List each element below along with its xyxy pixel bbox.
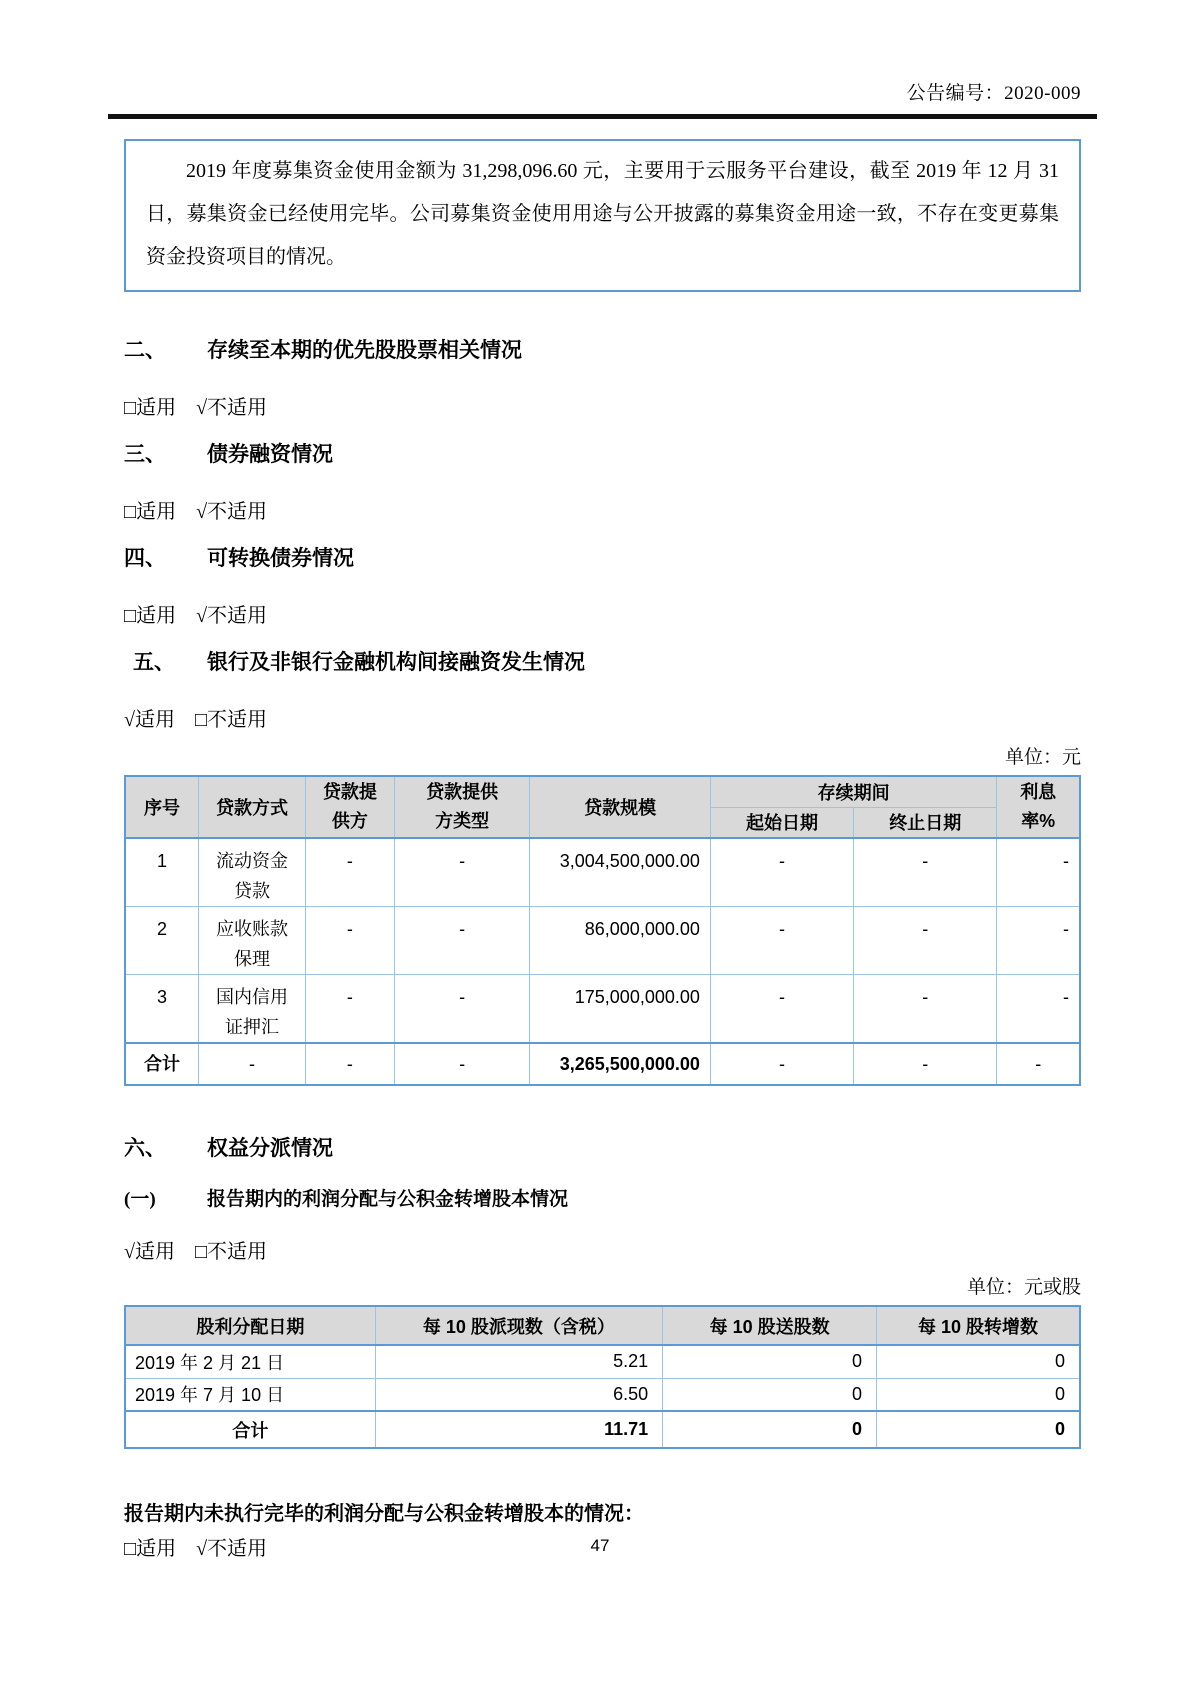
cell-provider-type: - bbox=[394, 838, 530, 907]
applicable-line-s4: □适用 √不适用 bbox=[124, 605, 268, 627]
cell-start-date: - bbox=[710, 838, 853, 907]
subsection-title: 报告期内的利润分配与公积金转增股本情况 bbox=[207, 1189, 569, 1210]
cell-transfer: 0 bbox=[877, 1345, 1080, 1378]
section-heading-2 bbox=[124, 336, 1081, 364]
cell-method: - bbox=[199, 1043, 306, 1085]
applicable-line-s5: √适用 □不适用 bbox=[124, 709, 268, 731]
cell-cash: 5.21 bbox=[375, 1345, 662, 1378]
cell-rate: - bbox=[997, 1043, 1080, 1085]
section-number: 四、 bbox=[124, 546, 166, 570]
col-header-provider-type: 贷款提供 方类型 bbox=[394, 776, 530, 838]
cell-rate: - bbox=[997, 838, 1080, 907]
dividend-table bbox=[124, 1305, 1081, 1449]
col-header-duration: 存续期间 bbox=[710, 776, 997, 807]
unit-label-dividend: 单位：元或股 bbox=[966, 1277, 1081, 1298]
cell-provider: - bbox=[305, 907, 394, 975]
cell-seq: 2 bbox=[125, 907, 199, 975]
cell-bonus: 0 bbox=[663, 1378, 877, 1411]
col-header-method: 贷款方式 bbox=[199, 776, 306, 838]
section-title: 存续至本期的优先股股票相关情况 bbox=[207, 338, 522, 362]
cell-dividend-date: 2019 年 2 月 21 日 bbox=[125, 1345, 375, 1378]
section-heading-5 bbox=[124, 648, 1081, 676]
table-header-row bbox=[125, 1306, 1080, 1345]
col-header-transfer-per-10: 每 10 股转增数 bbox=[877, 1306, 1080, 1345]
table-row bbox=[125, 1378, 1080, 1411]
cell-end-date: - bbox=[854, 838, 997, 907]
subsection-number: (一) bbox=[124, 1189, 156, 1210]
table-row bbox=[125, 1345, 1080, 1378]
cell-cash: 6.50 bbox=[375, 1378, 662, 1411]
section-title: 权益分派情况 bbox=[207, 1136, 333, 1160]
cell-method: 流动资金 贷款 bbox=[199, 838, 306, 907]
applicable-line-s6-1: √适用 □不适用 bbox=[124, 1241, 268, 1263]
cell-scale-total: 3,265,500,000.00 bbox=[530, 1043, 710, 1085]
col-header-end-date: 终止日期 bbox=[854, 807, 997, 838]
page-content bbox=[124, 0, 1081, 1561]
col-header-seq: 序号 bbox=[125, 776, 199, 838]
applicable-line-s3: □适用 √不适用 bbox=[124, 501, 268, 523]
col-header-provider: 贷款提 供方 bbox=[305, 776, 394, 838]
applicable-line-footer: □适用 √不适用 bbox=[124, 1538, 268, 1560]
cell-transfer: 0 bbox=[877, 1378, 1080, 1411]
cell-rate: - bbox=[997, 907, 1080, 975]
dividend-table-header bbox=[125, 1306, 1080, 1345]
section-title: 债券融资情况 bbox=[207, 442, 333, 466]
cell-bonus: 0 bbox=[663, 1345, 877, 1378]
applicable-line-s2: □适用 √不适用 bbox=[124, 397, 268, 419]
cell-cash-total: 11.71 bbox=[375, 1411, 662, 1448]
cell-provider: - bbox=[305, 838, 394, 907]
unexecuted-distribution-note: 报告期内未执行完毕的利润分配与公积金转增股本的情况： bbox=[124, 1503, 644, 1525]
table-header-row bbox=[125, 776, 1080, 807]
table-row bbox=[125, 907, 1080, 975]
cell-transfer-total: 0 bbox=[877, 1411, 1080, 1448]
col-header-bonus-per-10: 每 10 股送股数 bbox=[663, 1306, 877, 1345]
col-header-rate: 利息 率% bbox=[997, 776, 1080, 838]
fund-usage-box bbox=[124, 139, 1081, 292]
cell-start-date: - bbox=[710, 1043, 853, 1085]
table-row bbox=[125, 975, 1080, 1044]
loan-table-header bbox=[125, 776, 1080, 838]
cell-provider-type: - bbox=[394, 975, 530, 1044]
cell-dividend-date: 2019 年 7 月 10 日 bbox=[125, 1378, 375, 1411]
section-title: 可转换债券情况 bbox=[207, 546, 354, 570]
cell-provider: - bbox=[305, 975, 394, 1044]
cell-total-label: 合计 bbox=[125, 1411, 375, 1448]
cell-bonus-total: 0 bbox=[663, 1411, 877, 1448]
cell-rate: - bbox=[997, 975, 1080, 1044]
table-total-row bbox=[125, 1411, 1080, 1448]
announcement-number: 公告编号：2020-009 bbox=[906, 83, 1081, 104]
col-header-dividend-date: 股利分配日期 bbox=[125, 1306, 375, 1345]
cell-start-date: - bbox=[710, 907, 853, 975]
section-heading-6 bbox=[124, 1134, 1081, 1162]
cell-scale: 175,000,000.00 bbox=[530, 975, 710, 1044]
header-rule bbox=[108, 114, 1097, 119]
table-total-row bbox=[125, 1043, 1080, 1085]
cell-scale: 3,004,500,000.00 bbox=[530, 838, 710, 907]
table-row bbox=[125, 838, 1080, 907]
unit-label-loan: 单位：元 bbox=[1004, 747, 1081, 768]
cell-provider-type: - bbox=[394, 907, 530, 975]
section-title: 银行及非银行金融机构间接融资发生情况 bbox=[207, 650, 585, 674]
section-number: 五、 bbox=[133, 650, 175, 674]
subsection-heading-6-1 bbox=[124, 1186, 1081, 1214]
loan-table bbox=[124, 775, 1081, 1086]
cell-start-date: - bbox=[710, 975, 853, 1044]
cell-seq: 3 bbox=[125, 975, 199, 1044]
cell-method: 国内信用 证押汇 bbox=[199, 975, 306, 1044]
col-header-cash-per-10: 每 10 股派现数（含税） bbox=[375, 1306, 662, 1345]
section-number: 三、 bbox=[124, 442, 166, 466]
section-heading-4 bbox=[124, 544, 1081, 572]
cell-total-label: 合计 bbox=[125, 1043, 199, 1085]
fund-usage-text: 2019 年度募集资金使用金额为 31,298,096.60 元，主要用于云服务平台建设，截至 2019 年 12 月 31 日，募集资金已经使用完毕。公司募集资金使用用途与公开披露的募集资金用途一致，不存在变更募集资金投资项目的情况。 bbox=[146, 160, 1059, 268]
cell-provider-type: - bbox=[394, 1043, 530, 1085]
cell-seq: 1 bbox=[125, 838, 199, 907]
cell-provider: - bbox=[305, 1043, 394, 1085]
cell-method: 应收账款 保理 bbox=[199, 907, 306, 975]
cell-end-date: - bbox=[854, 1043, 997, 1085]
section-number: 六、 bbox=[124, 1136, 166, 1160]
page-number: 47 bbox=[590, 1536, 610, 1555]
section-number: 二、 bbox=[124, 338, 166, 362]
cell-end-date: - bbox=[854, 907, 997, 975]
section-heading-3 bbox=[124, 440, 1081, 468]
cell-end-date: - bbox=[854, 975, 997, 1044]
col-header-start-date: 起始日期 bbox=[710, 807, 853, 838]
cell-scale: 86,000,000.00 bbox=[530, 907, 710, 975]
col-header-scale: 贷款规模 bbox=[530, 776, 710, 838]
